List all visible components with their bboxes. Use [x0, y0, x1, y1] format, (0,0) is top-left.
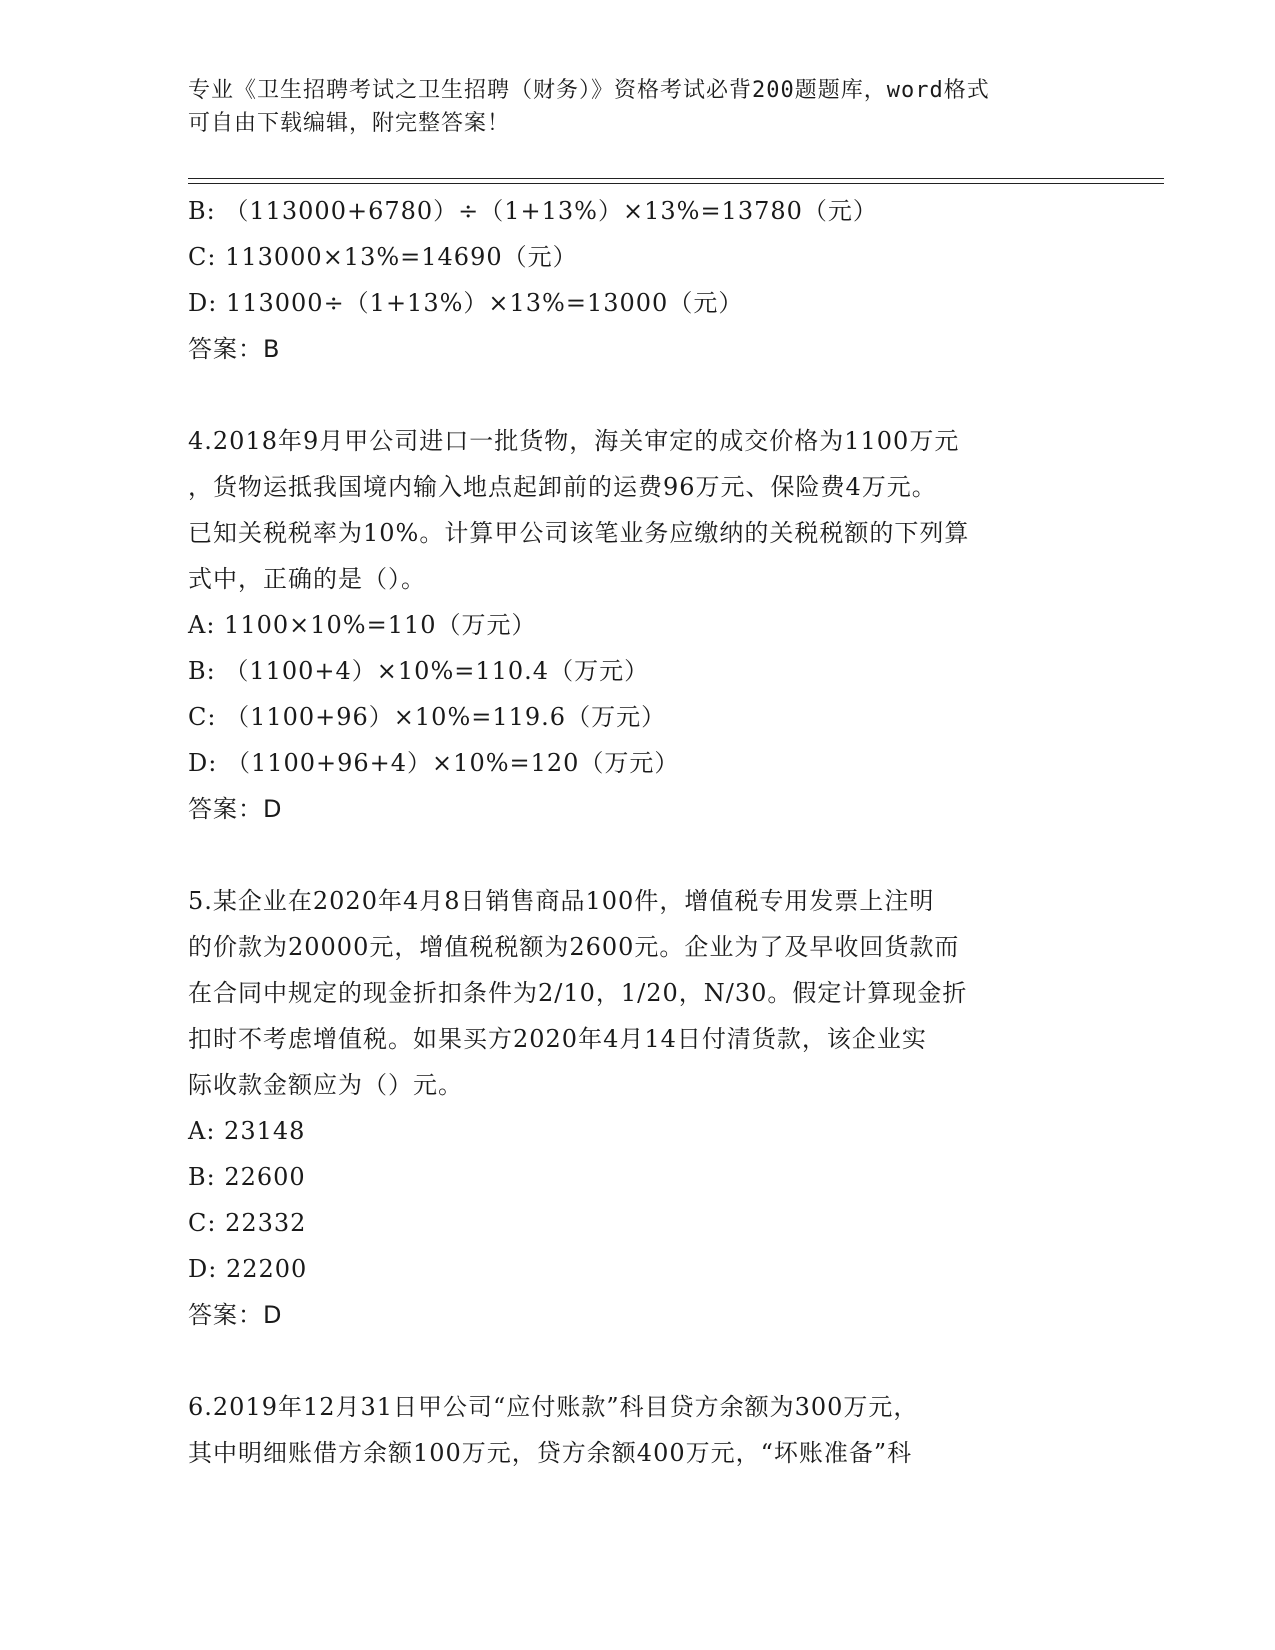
question-stem-line: 其中明细账借方余额100万元，贷方余额400万元，“坏账准备”科	[188, 1439, 913, 1467]
header-rule-top	[188, 178, 1164, 179]
question-stem-line: 5.某企业在2020年4月8日销售商品100件，增值税专用发票上注明	[188, 887, 935, 915]
option-d: D: （1100+96+4）×10%=120（万元）	[188, 749, 680, 777]
answer: 答案：D	[188, 795, 283, 823]
question-stem-line: 扣时不考虑增值税。如果买方2020年4月14日付清货款，该企业实	[188, 1025, 927, 1053]
header-title-line-2: 可自由下载编辑，附完整答案！	[188, 111, 511, 136]
option-b: B: 22600	[188, 1163, 306, 1191]
question-stem-line: 际收款金额应为（）元。	[188, 1071, 463, 1099]
question-stem-line: 已知关税税率为10%。计算甲公司该笔业务应缴纳的关税税额的下列算	[188, 519, 970, 547]
question-stem-line: 4.2018年9月甲公司进口一批货物，海关审定的成交价格为1100万元	[188, 427, 960, 455]
question-5	[188, 878, 1088, 1338]
option-c: C: 113000×13%=14690（元）	[188, 243, 578, 271]
option-b: B: （113000+6780）÷（1+13%）×13%=13780（元）	[188, 197, 878, 225]
option-a: A: 1100×10%=110（万元）	[188, 611, 537, 639]
question-stem-line: 6.2019年12月31日甲公司“应付账款”科目贷方余额为300万元，	[188, 1393, 919, 1421]
answer: 答案：D	[188, 1301, 283, 1329]
question-stem-line: ，货物运抵我国境内输入地点起卸前的运费96万元、保险费4万元。	[188, 473, 937, 501]
option-d: D: 22200	[188, 1255, 308, 1283]
option-a: A: 23148	[188, 1117, 306, 1145]
option-b: B: （1100+4）×10%=110.4（万元）	[188, 657, 650, 685]
question-4	[188, 418, 1088, 832]
spacer	[188, 1338, 1088, 1384]
document-header	[188, 74, 1088, 140]
option-d: D: 113000÷（1+13%）×13%=13000（元）	[188, 289, 744, 317]
question-3	[188, 188, 1088, 372]
question-stem-line: 在合同中规定的现金折扣条件为2/10，1/20，N/30。假定计算现金折	[188, 979, 968, 1007]
question-stem-line: 式中，正确的是（）。	[188, 565, 426, 593]
document-body	[188, 188, 1088, 1476]
option-c: C: 22332	[188, 1209, 307, 1237]
option-c: C: （1100+96）×10%=119.6（万元）	[188, 703, 667, 731]
question-6	[188, 1384, 1088, 1476]
spacer	[188, 832, 1088, 878]
spacer	[188, 372, 1088, 418]
header-rule-bottom	[188, 183, 1164, 184]
header-title-line-1: 专业《卫生招聘考试之卫生招聘（财务）》资格考试必背200题题库，word格式	[188, 78, 990, 103]
answer: 答案：B	[188, 335, 281, 363]
question-stem-line: 的价款为20000元，增值税税额为2600元。企业为了及早收回货款而	[188, 933, 960, 961]
